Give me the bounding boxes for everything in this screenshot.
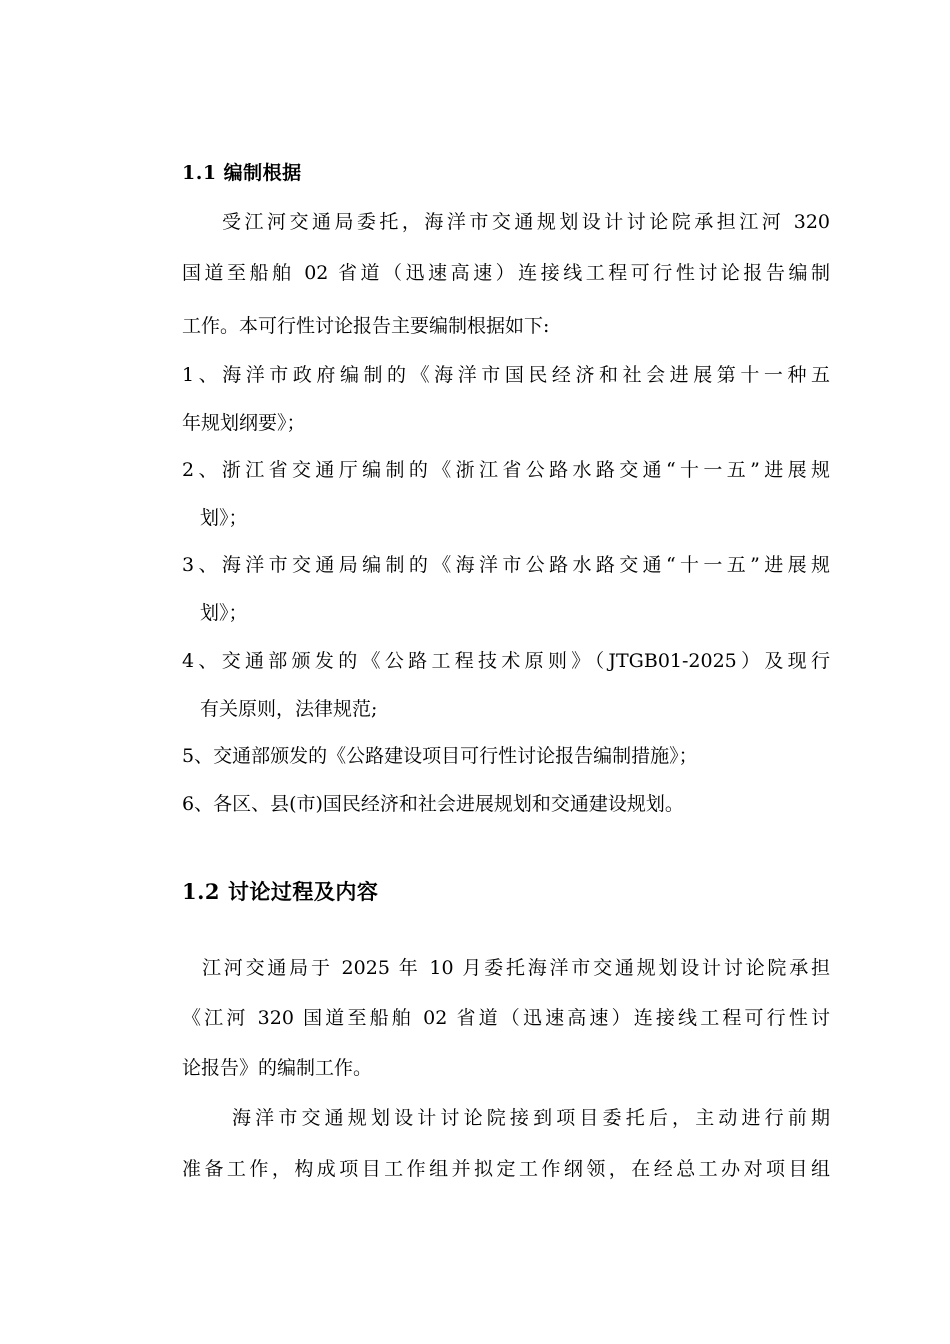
basis-list-item-3-line-1: 3、海洋市交通局编制的《海洋市公路水路交通“十一五”进展规 [182, 554, 830, 576]
basis-list-item-1-line-2: 年规划纲要》； [182, 412, 306, 434]
basis-paragraph-line-1: 受江河交通局委托，海洋市交通规划设计讨论院承担江河 320 [222, 211, 830, 233]
document-page [182, 0, 830, 1344]
basis-list-item-5: 5、交通部颁发的《公路建设项目可行性讨论报告编制措施》； [182, 745, 698, 767]
basis-paragraph-line-3: 工作。本可行性讨论报告主要编制根据如下: [182, 315, 550, 337]
basis-list-item-2-line-1: 2、浙江省交通厅编制的《浙江省公路水路交通“十一五”进展规 [182, 459, 830, 481]
basis-list-item-4-line-1: 4、交通部颁发的《公路工程技术原则》（JTGB01-2025）及现行 [182, 650, 830, 672]
process-paragraph-1-line-2: 《江河 320 国道至船舶 02 省道（迅速高速）连接线工程可行性讨 [182, 1007, 830, 1029]
section-heading-process: 1.2 讨论过程及内容 [182, 879, 379, 904]
basis-list-item-4-line-2: 有关原则，法律规范; [200, 698, 378, 720]
basis-paragraph-line-2: 国道至船舶 02 省道（迅速高速）连接线工程可行性讨论报告编制 [182, 262, 830, 284]
process-paragraph-2-line-1: 海洋市交通规划设计讨论院接到项目委托后，主动进行前期 [232, 1107, 830, 1129]
basis-list-item-1-line-1: 1、海洋市政府编制的《海洋市国民经济和社会进展第十一种五 [182, 364, 830, 386]
basis-list-item-3-line-2: 划》； [200, 602, 248, 624]
basis-list-item-6: 6、各区、县(市)国民经济和社会进展规划和交通建设规划。 [182, 793, 684, 815]
section-heading-basis: 1.1 编制根据 [182, 162, 302, 184]
process-paragraph-1-line-3: 论报告》的编制工作。 [182, 1057, 373, 1079]
basis-list-item-2-line-2: 划》； [200, 507, 248, 529]
process-paragraph-1-line-1: 江河交通局于 2025 年 10 月委托海洋市交通规划设计讨论院承担 [202, 957, 830, 979]
process-paragraph-2-line-2: 准备工作，构成项目工作组并拟定工作纲领，在经总工办对项目组 [182, 1158, 830, 1180]
